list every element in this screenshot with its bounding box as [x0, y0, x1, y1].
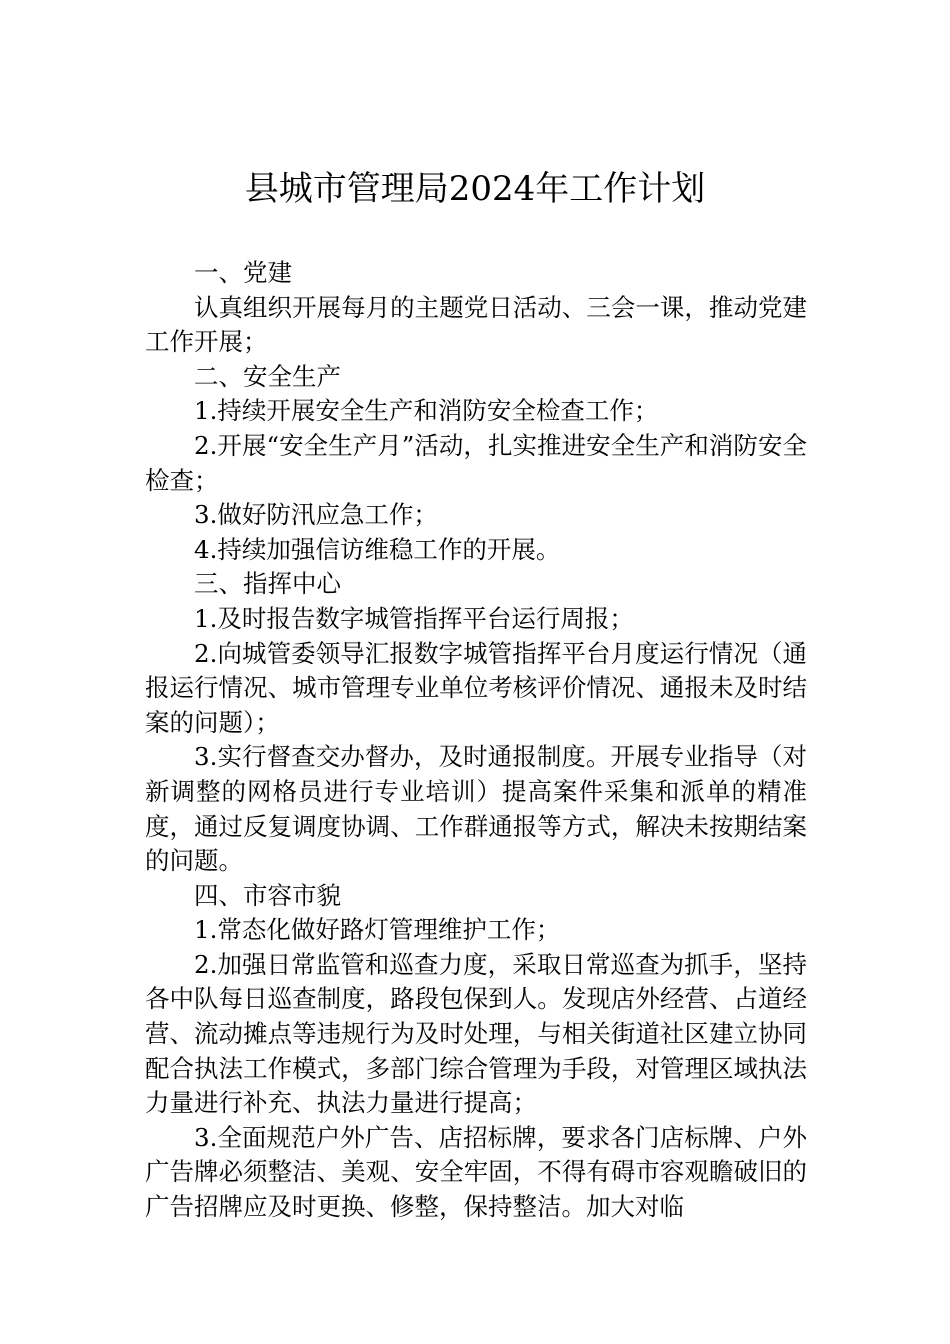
paragraph-command-2: 2.向城管委领导汇报数字城管指挥平台月度运行情况（通报运行情况、城市管理专业单位考核评价情况、通报未及时结案的问题）； — [145, 638, 807, 737]
paragraph-safety-4: 4.持续加强信访维稳工作的开展。 — [194, 534, 561, 564]
heading-safety-production: 二、安全生产 — [194, 361, 341, 391]
paragraph-appearance-3: 3.全面规范户外广告、店招标牌，要求各门店标牌、户外广告牌必须整洁、美观、安全牢固，不得有碍市容观瞻破旧的广告招牌应及时更换、修整，保持整洁。加大对临 — [145, 1122, 807, 1222]
paragraph-safety-2: 2.开展“安全生产月”活动，扎实推进安全生产和消防安全检查； — [145, 430, 807, 495]
paragraph-party-building: 认真组织开展每月的主题党日活动、三会一课，推动党建工作开展； — [145, 292, 807, 357]
document-title: 县城市管理局2024年工作计划 — [244, 169, 706, 209]
paragraph-command-1: 1.及时报告数字城管指挥平台运行周报； — [194, 603, 634, 633]
heading-city-appearance: 四、市容市貌 — [194, 880, 341, 910]
heading-command-center: 三、指挥中心 — [194, 569, 341, 599]
paragraph-appearance-2: 2.加强日常监管和巡查力度，采取日常巡查为抓手，坚持各中队每日巡查制度，路段包保到人。发现店外经营、占道经营、流动摊点等违规行为及时处理，与相关街道社区建立协同配合执法工作模式，多部门综合管理为手段，对管理区域执法力量进行补充、执法力量进行提高； — [145, 949, 807, 1118]
paragraph-safety-3: 3.做好防汛应急工作； — [194, 500, 438, 530]
document-body — [145, 256, 807, 1225]
paragraph-safety-1: 1.持续开展安全生产和消防安全检查工作； — [194, 396, 659, 426]
paragraph-appearance-1: 1.常态化做好路灯管理维护工作； — [194, 915, 561, 945]
heading-party-building: 一、党建 — [194, 258, 292, 287]
paragraph-command-3: 3.实行督查交办督办，及时通报制度。开展专业指导（对新调整的网格员进行专业培训）提高案件采集和派单的精准度，通过反复调度协调、工作群通报等方式，解决未按期结案的问题。 — [145, 742, 807, 876]
